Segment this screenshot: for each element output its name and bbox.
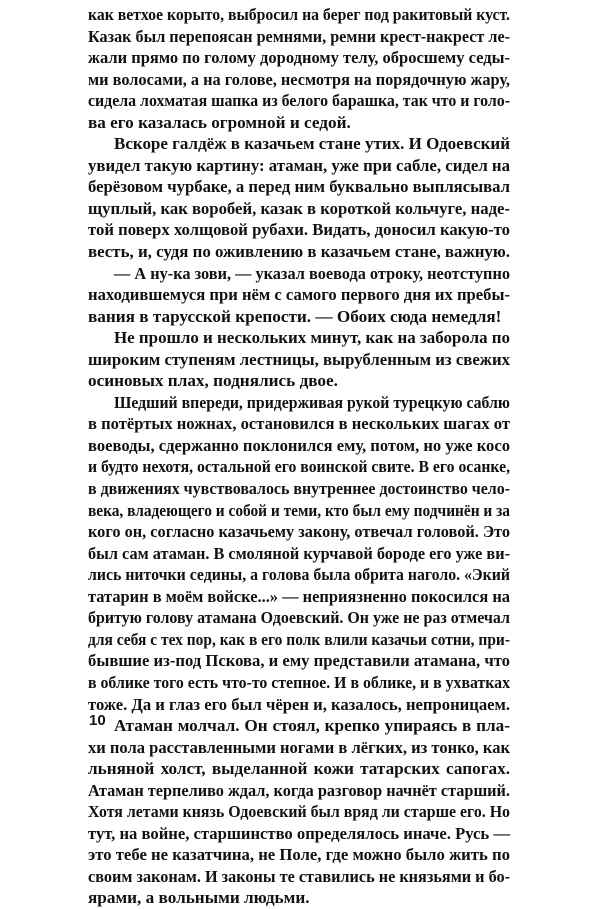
text-line: жали прямо по голому дородному телу, обросшему седы- xyxy=(88,48,510,68)
text-line: Атаман молчал. Он стоял, крепко упираясь в пла- xyxy=(114,716,510,736)
text-line: и будто нехотя, остальной его воинской свите. В его осанке, xyxy=(88,457,510,477)
text-line: кого он, согласно казачьему закону, отвечал головой. Это xyxy=(88,522,510,542)
body-text xyxy=(88,4,510,909)
page-number: 10 xyxy=(89,712,106,729)
text-line: в потёртых ножнах, остановился в нескольких шагах от xyxy=(88,414,510,434)
text-line: Не прошло и нескольких минут, как на заборола по xyxy=(114,328,510,348)
text-line: Хотя летами князь Одоевский был вряд ли старше его. Но xyxy=(88,802,510,822)
text-line: бывшие из-под Пскова, и ему представили атамана, что xyxy=(88,651,510,671)
text-line: весть, и, судя по оживлению в казачьем стане, важную. xyxy=(88,242,510,262)
text-line: века, владеющего и собой и теми, кто был ему подчинён и за xyxy=(88,500,510,520)
text-line: широким ступеням лестницы, вырубленным из свежих xyxy=(88,349,510,369)
text-line: бритую голову атамана Одоевский. Он уже не раз отмечал xyxy=(88,608,510,628)
text-line: был сам атаман. В смоляной курчавой бороде его уже ви- xyxy=(88,543,510,563)
text-line: воеводы, сдержанно поклонился ему, потом, но уже косо xyxy=(88,435,510,455)
text-line: это тебе не казатчина, не Поле, где можно было жить по xyxy=(88,845,510,865)
text-line: берёзовом чурбаке, а перед ним буквально выплясывал xyxy=(88,177,510,197)
text-line: ми волосами, а на голове, несмотря на порядочную жару, xyxy=(88,69,510,89)
text-line: своим законам. И законы те ставились не князьями и бо- xyxy=(88,866,510,886)
text-line: татарин в моём войске...» — неприязненно покосился на xyxy=(88,586,510,606)
text-line: Атаман терпеливо ждал, когда разговор начнёт старший. xyxy=(88,780,510,800)
text-line: льняной холст, выделанной кожи татарских сапогах. xyxy=(88,759,510,779)
text-line: находившемуся при нём с самого первого дня их пребы- xyxy=(88,285,510,305)
text-line: тоже. Да и глаз его был чёрен и, казалось, непроницаем. xyxy=(88,694,510,714)
text-line: ва его казалась огромной и седой. xyxy=(88,112,351,132)
text-line: в облике того есть что-то степное. И в облике, и в ухватках xyxy=(88,672,510,692)
text-line: сидела лохматая шапка из белого барашка, так что и голо- xyxy=(88,91,510,111)
text-line: ярами, а вольными людьми. xyxy=(88,888,310,908)
text-line: в движениях чувствовалось внутреннее достоинство чело- xyxy=(88,479,510,499)
text-line: — А ну-ка зови, — указал воевода отроку, неотступно xyxy=(114,263,510,283)
text-line: увидел такую картину: атаман, уже при сабле, сидел на xyxy=(88,155,510,175)
text-line: Казак был перепоясан ремнями, ремни крест-накрест ле- xyxy=(88,26,510,46)
text-line: как ветхое корыто, выбросил на берег под ракитовый куст. xyxy=(88,5,510,24)
text-line: тут, на войне, старшинство определялось иначе. Русь — xyxy=(88,823,510,843)
text-line: щуплый, как воробей, казак в короткой кольчуге, наде- xyxy=(88,198,510,218)
text-line: вания в тарусской крепости. — Обоих сюда немедля! xyxy=(88,306,502,326)
text-line: лись ниточки седины, а голова была обрита наголо. «Экий xyxy=(88,565,510,585)
text-line: Вскоре галдёж в казачьем стане утих. И Одоевский xyxy=(114,134,510,154)
text-line: хи пола расставленными ногами в лёгких, из тонко, как xyxy=(88,737,510,757)
text-line: той поверх холщовой рубахи. Видать, доносил какую-то xyxy=(88,220,510,240)
text-line: осиновых плах, поднялись двое. xyxy=(88,371,338,391)
text-line: для себя с тех пор, как в его полк влили казачьи сотни, при- xyxy=(88,629,510,649)
text-line: Шедший впереди, придерживая рукой турецкую саблю xyxy=(114,392,510,412)
